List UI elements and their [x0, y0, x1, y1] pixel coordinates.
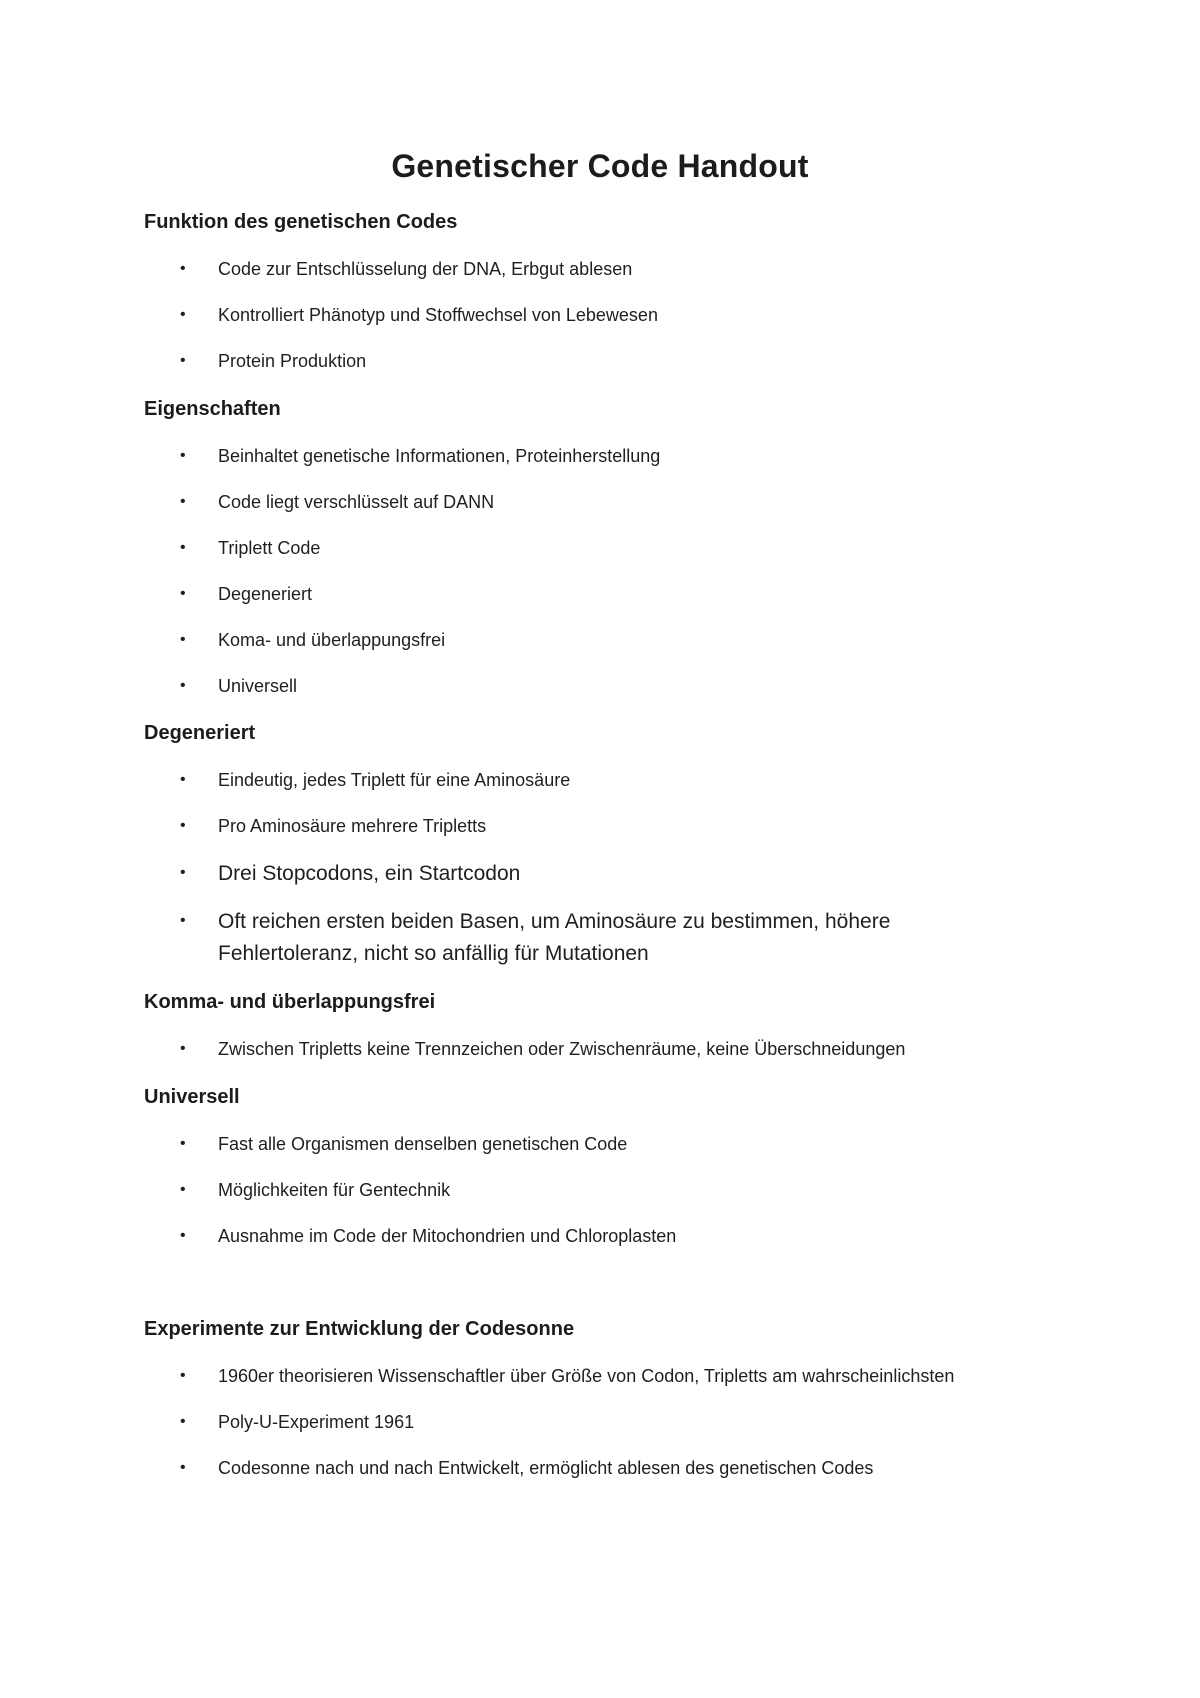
list-item-text: Drei Stopcodons, ein Startcodon: [218, 862, 521, 885]
list-item-text: Universell: [218, 676, 298, 696]
list-item-text: Möglichkeiten für Gentechnik: [218, 1180, 451, 1200]
bullet-icon: •: [180, 1040, 186, 1057]
list-item-text: Codesonne nach und nach Entwickelt, ermöglicht ablesen des genetischen Codes: [218, 1458, 874, 1478]
list-item-text: 1960er theorisieren Wissenschaftler über Größe von Codon, Tripletts am wahrscheinlichsten: [218, 1366, 955, 1386]
list-item-text: Poly-U-Experiment 1961: [218, 1412, 415, 1432]
list-item-text: Fast alle Organismen denselben genetischen Code: [218, 1134, 628, 1154]
bullet-icon: •: [180, 912, 186, 929]
section-heading-experimente: Experimente zur Entwicklung der Codesonne: [144, 1318, 575, 1340]
bullet-icon: •: [180, 1181, 186, 1198]
list-item-text: Beinhaltet genetische Informationen, Proteinherstellung: [218, 446, 661, 466]
list-item-text: Protein Produktion: [218, 351, 367, 371]
list-item-text: Ausnahme im Code der Mitochondrien und Chloroplasten: [218, 1226, 677, 1246]
bullet-icon: •: [180, 771, 186, 788]
list-item-text: Pro Aminosäure mehrere Tripletts: [218, 816, 487, 836]
list-item-text: Code liegt verschlüsselt auf DANN: [218, 492, 495, 512]
bullet-icon: •: [180, 1459, 186, 1476]
list-item-text: Triplett Code: [218, 538, 321, 558]
list-item-text: Degeneriert: [218, 584, 313, 604]
section-heading-universell: Universell: [144, 1086, 240, 1108]
bullet-icon: •: [180, 493, 186, 510]
bullet-icon: •: [180, 352, 186, 369]
bullet-icon: •: [180, 585, 186, 602]
list-item-text: Kontrolliert Phänotyp und Stoffwechsel von Lebewesen: [218, 305, 658, 325]
list-item-text: Zwischen Tripletts keine Trennzeichen oder Zwischenräume, keine Überschneidungen: [218, 1039, 906, 1059]
bullet-icon: •: [180, 306, 186, 323]
section-heading-komma: Komma- und überlappungsfrei: [144, 991, 436, 1013]
bullet-icon: •: [180, 1227, 186, 1244]
bullet-icon: •: [180, 864, 186, 881]
bullet-icon: •: [180, 539, 186, 556]
list-item-text: Oft reichen ersten beiden Basen, um Aminosäure zu bestimmen, höhere Fehlertoleranz, nicht so anfällig für Mutationen: [218, 910, 891, 965]
section-heading-eigenschaften: Eigenschaften: [144, 398, 281, 420]
bullet-icon: •: [180, 260, 186, 277]
bullet-icon: •: [180, 1413, 186, 1430]
bullet-icon: •: [180, 817, 186, 834]
bullet-icon: •: [180, 631, 186, 648]
section-heading-funktion: Funktion des genetischen Codes: [144, 211, 458, 233]
section-heading-degeneriert: Degeneriert: [144, 722, 256, 744]
bullet-icon: •: [180, 1135, 186, 1152]
bullet-icon: •: [180, 447, 186, 464]
list-item-text: Eindeutig, jedes Triplett für eine Aminosäure: [218, 770, 571, 790]
page-title: Genetischer Code Handout: [391, 148, 809, 184]
list-item-text: Koma- und überlappungsfrei: [218, 630, 446, 650]
bullet-icon: •: [180, 1367, 186, 1384]
bullet-icon: •: [180, 677, 186, 694]
list-item-text: Code zur Entschlüsselung der DNA, Erbgut ablesen: [218, 259, 633, 279]
